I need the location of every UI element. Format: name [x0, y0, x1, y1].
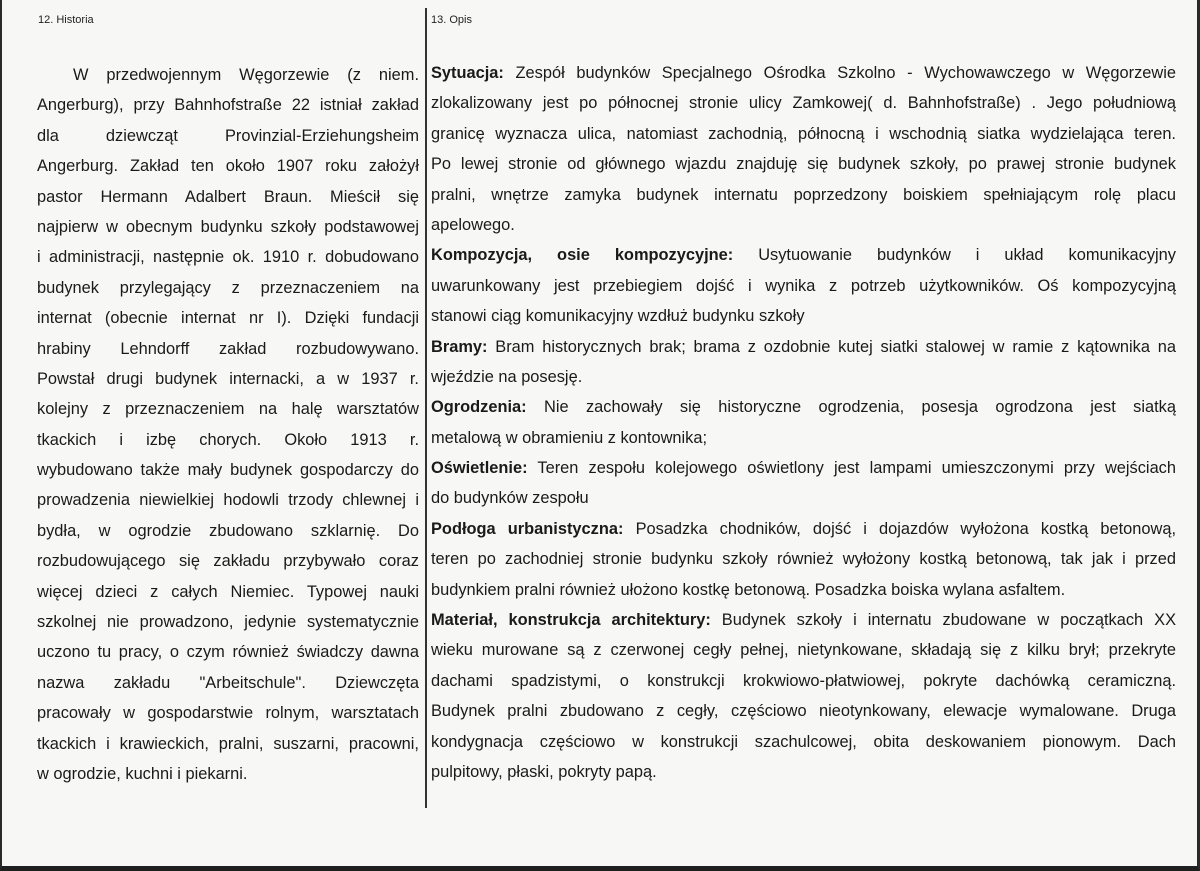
history-line: i administracji, następnie ok. 1910 r. dobudowano	[37, 248, 419, 267]
history-line: prowadzenia niewielkiej hodowli trzody chlewnej i	[37, 491, 419, 510]
description-text: Usytuowanie budynków i układ komunikacyjny	[733, 246, 1176, 265]
section-label: Ogrodzenia:	[431, 398, 527, 417]
description-line	[431, 332, 1176, 362]
description-line	[431, 696, 1176, 726]
description-line	[431, 757, 1176, 787]
description-text: uwarunkowany jest przebiegiem dojść i wynika z potrzeb użytkowników. Oś kompozycyjną	[431, 276, 1176, 295]
description-line	[431, 635, 1176, 665]
description-line	[431, 271, 1176, 301]
column-divider	[425, 8, 427, 808]
description-line	[431, 544, 1176, 574]
description-line	[431, 362, 1176, 392]
history-line: najpierw w obecnym budynku szkoły podstawowej	[37, 217, 419, 236]
description-line	[431, 149, 1176, 179]
description-line	[431, 453, 1176, 483]
description-line	[431, 605, 1176, 635]
description-text: teren po zachodniej stronie budynku szkoły również wyłożony kostką betonową, tak jak i przed	[431, 550, 1176, 569]
history-line: nazwa zakładu "Arbeitschule". Dziewczęta	[37, 673, 419, 692]
description-text: granicę wyznacza ulica, natomiast zachodnią, północną i wschodnią siatka wydzielająca teren.	[431, 124, 1176, 143]
history-line: uczono tu pracy, o czym również świadczy dawna	[37, 643, 419, 662]
history-line: więcej dzieci z całych Niemiec. Typowej nauki	[37, 582, 419, 601]
section-label: Kompozycja, osie kompozycyjne:	[431, 246, 734, 265]
section-header-history: 12. Historia	[38, 14, 94, 26]
history-line: pastor Hermann Adalbert Braun. Mieścił się	[37, 187, 419, 206]
description-line	[431, 423, 1176, 453]
description-text: Budynek pralni zbudowano z cegły, częściowo nieotynkowany, elewacje wymalowane. Druga	[431, 702, 1176, 721]
description-text: Nie zachowały się historyczne ogrodzenia, posesja ogrodzona jest siatką	[526, 398, 1176, 417]
description-column	[431, 58, 1176, 787]
description-text: Teren zespołu kolejowego oświetlony jest lampami umieszczonymi przy wejściach	[527, 459, 1176, 478]
description-text: kondygnacja częściowo w konstrukcji szachulcowej, obita deskowaniem pionowym. Dach	[431, 732, 1176, 751]
description-text: wieku murowane są z czerwonej cegły pełnej, nietynkowane, składają się z kilku brył; przekryte	[431, 641, 1176, 660]
description-text: wjeździe na posesję.	[431, 367, 583, 386]
history-column	[37, 60, 419, 789]
description-line	[431, 119, 1176, 149]
description-line	[431, 240, 1176, 270]
history-line: Angerburg), przy Bahnhofstraße 22 istniał zakład	[37, 96, 419, 115]
history-line: internat (obecnie internat nr I). Dzięki fundacji	[37, 309, 419, 328]
description-text: Budynek szkoły i internatu zbudowane w początkach XX	[710, 611, 1176, 630]
description-text: pralni, wnętrze zamyka budynek internatu poprzedzony boiskiem spełniającym rolę placu	[431, 185, 1176, 204]
section-header-description: 13. Opis	[431, 14, 472, 26]
description-text: stanowi ciąg komunikacyjny wzdłuż budynku szkoły	[431, 307, 805, 326]
description-line	[431, 180, 1176, 210]
description-line	[431, 666, 1176, 696]
history-line: w ogrodzie, kuchni i piekarni.	[37, 764, 248, 783]
history-line: budynek przylegający z przeznaczeniem na	[37, 278, 419, 297]
section-label: Materiał, konstrukcja architektury:	[431, 611, 711, 630]
history-line: rozbudowującego się zakładu przybywało coraz	[37, 552, 419, 571]
history-line: hrabiny Lehndorff zakład rozbudowywano.	[37, 339, 419, 358]
history-line: Powstał drugi budynek internacki, a w 1937 r.	[37, 369, 419, 388]
description-line	[431, 210, 1176, 240]
history-line: tkackich i izbę chorych. Około 1913 r.	[37, 430, 419, 449]
description-line	[431, 483, 1176, 513]
description-text: pulpitowy, płaski, pokryty papą.	[431, 762, 657, 781]
history-line: Angerburg. Zakład ten około 1907 roku założył	[37, 157, 419, 176]
description-text: budynkiem pralni również ułożono kostkę betonową. Posadzka boiska wylana asfaltem.	[431, 580, 1066, 599]
section-label: Sytuacja:	[431, 64, 504, 82]
history-line: dla dziewcząt Provinzial-Erziehungsheim	[37, 126, 419, 145]
history-line: szkolnej nie prowadzono, jedynie systematycznie	[37, 613, 419, 632]
section-label: Podłoga urbanistyczna:	[431, 519, 624, 538]
history-line: wybudowano także mały budynek gospodarczy do	[37, 461, 419, 480]
description-text: Zespół budynków Specjalnego Ośrodka Szkolno - Wychowawczego w Węgorzewie	[503, 64, 1176, 82]
description-text: metalową w obramieniu z kontownika;	[431, 428, 708, 447]
description-line	[431, 88, 1176, 118]
description-line	[431, 727, 1176, 757]
description-text: Po lewej stronie od głównego wjazdu znajduję się budynek szkoły, po prawej stronie budynek	[431, 155, 1176, 174]
history-line: kolejny z przeznaczeniem na halę warsztatów	[37, 400, 419, 419]
description-line	[431, 392, 1176, 422]
description-text: apelowego.	[431, 215, 515, 234]
history-line: pracowały w gospodarstwie rolnym, warsztatach	[37, 704, 419, 723]
description-line	[431, 575, 1176, 605]
description-line	[431, 301, 1176, 331]
description-line	[431, 58, 1176, 88]
history-line: W przedwojennym Węgorzewie (z niem.	[73, 66, 419, 84]
history-line: bydła, w ogrodzie zbudowano szklarnię. Do	[37, 521, 419, 540]
description-text: dachami spadzistymi, o konstrukcji krokwiowo-płatwiowej, pokryte dachówką ceramiczną.	[431, 671, 1176, 690]
description-text: Bram historycznych brak; brama z ozdobnie kutej siatki stalowej w ramie z kątownika na	[487, 337, 1176, 356]
description-text: zlokalizowany jest po północnej stronie ulicy Zamkowej( d. Bahnhofstraße) . Jego południową	[431, 94, 1176, 113]
description-text: Posadzka chodników, dojść i dojazdów wyłożona kostką betonową,	[623, 519, 1176, 538]
description-line	[431, 514, 1176, 544]
section-label: Oświetlenie:	[431, 459, 528, 478]
section-label: Bramy:	[431, 337, 488, 356]
description-text: do budynków zespołu	[431, 489, 589, 508]
history-line: tkackich i krawieckich, pralni, suszarni, pracowni,	[37, 734, 419, 753]
